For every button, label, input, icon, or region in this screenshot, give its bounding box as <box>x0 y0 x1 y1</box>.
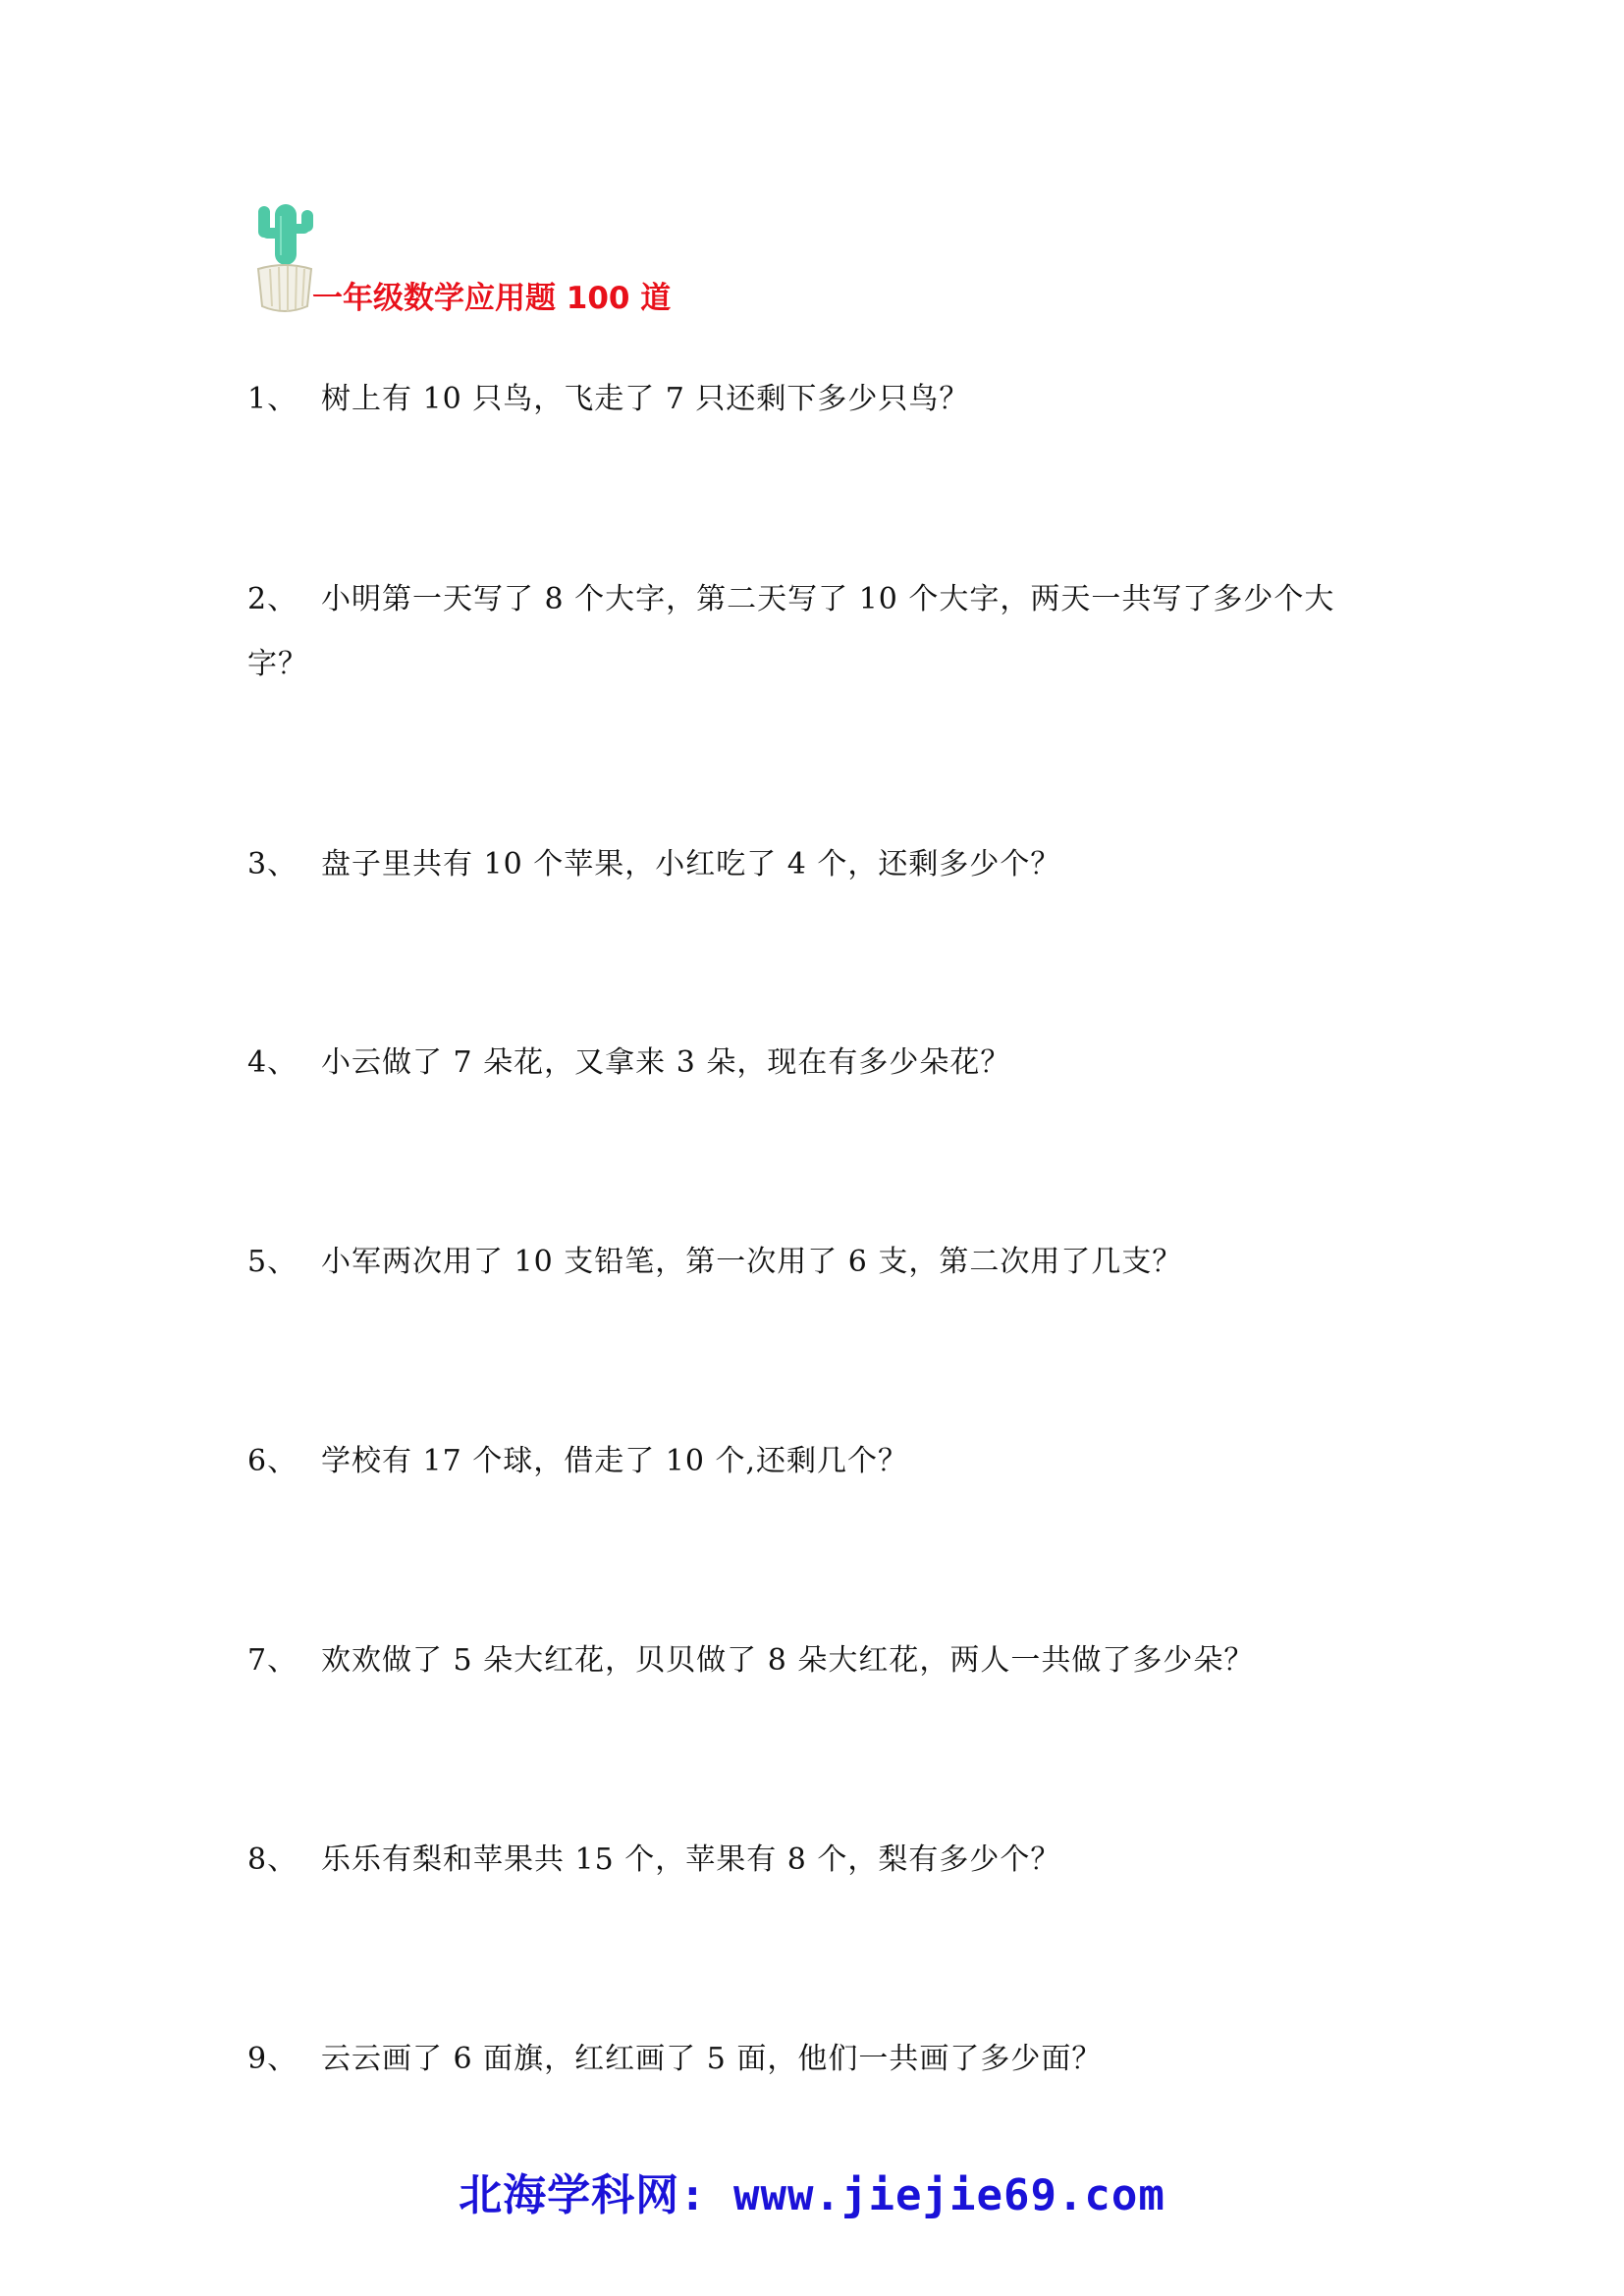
document-title: 一年级数学应用题 100 道 <box>312 281 672 316</box>
question-text: 盘子里共有 10 个苹果，小红吃了 4 个，还剩多少个？ <box>321 847 1061 881</box>
document-header <box>250 196 938 324</box>
question-number: 9、 <box>247 2042 298 2076</box>
footer-watermark: 北海学科网: www.jiejie69.com <box>459 2170 1165 2220</box>
question-text: 树上有 10 只鸟，飞走了 7 只还剩下多少只鸟？ <box>321 382 970 416</box>
question-item <box>247 1031 1377 1095</box>
question-text: 小军两次用了 10 支铅笔，第一次用了 6 支，第二次用了几支？ <box>321 1245 1183 1279</box>
question-text: 乐乐有梨和苹果共 15 个，苹果有 8 个，梨有多少个？ <box>321 1842 1061 1877</box>
question-number: 6、 <box>247 1444 298 1478</box>
question-number: 7、 <box>247 1643 298 1678</box>
question-item <box>247 1429 1377 1494</box>
question-number: 5、 <box>247 1245 298 1279</box>
question-item <box>247 832 1377 897</box>
question-text: 欢欢做了 5 朵大红花，贝贝做了 8 朵大红花，两人一共做了多少朵？ <box>321 1643 1255 1678</box>
question-item <box>247 567 1377 697</box>
question-text: 小云做了 7 朵花，又拿来 3 朵，现在有多少朵花？ <box>321 1045 1011 1080</box>
question-item <box>247 2027 1377 2092</box>
question-number: 8、 <box>247 1842 298 1877</box>
question-item <box>247 1230 1377 1295</box>
question-item <box>247 1828 1377 1893</box>
question-number: 3、 <box>247 847 298 881</box>
question-number: 4、 <box>247 1045 298 1080</box>
cactus-icon <box>250 196 319 316</box>
question-item <box>247 367 1377 432</box>
question-text: 小明第一天写了 8 个大字，第二天写了 10 个大字，两天一共写了多少个大字？ <box>247 582 1335 681</box>
question-number: 1、 <box>247 382 298 416</box>
question-item <box>247 1629 1377 1693</box>
question-number: 2、 <box>247 582 298 616</box>
question-text: 学校有 17 个球，借走了 10 个,还剩几个？ <box>321 1444 909 1478</box>
question-text: 云云画了 6 面旗，红红画了 5 面，他们一共画了多少面？ <box>321 2042 1103 2076</box>
